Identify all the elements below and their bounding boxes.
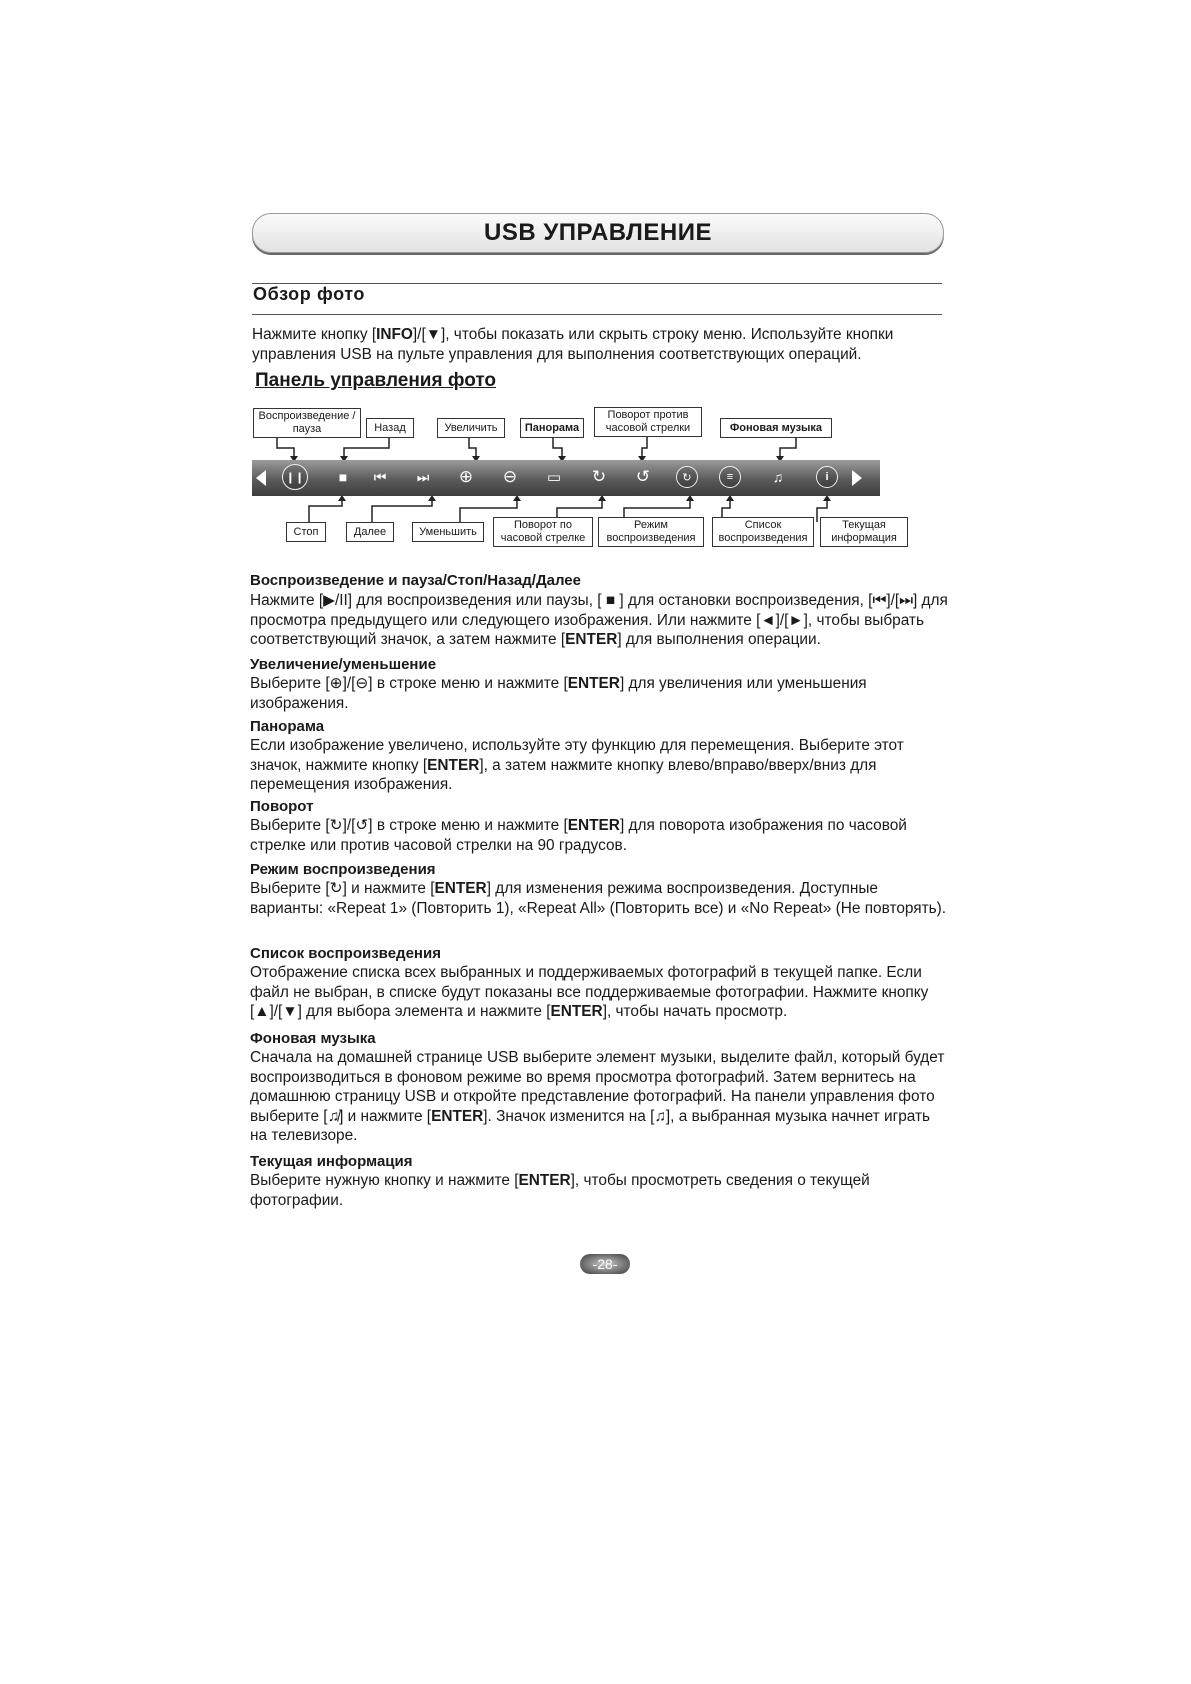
label-rotate-ccw: Поворот против часовой стрелки [594,407,702,437]
para-rotate: Выберите [↻]/[↺] в строке меню и нажмите [ENTER] для поворота изображения по часовой стрелке или против часовой стрелки на 90 градусов. [250,817,907,854]
zoom-in-icon[interactable]: ⊕ [458,467,474,486]
label-play-pause: Воспроизведение /пауза [253,408,361,438]
label-current-info: Текущая информация [820,517,908,547]
photo-control-panel-diagram [252,404,897,554]
label-playlist: Список воспроизведения [712,517,814,547]
heading-current-info: Текущая информация [250,1153,413,1170]
heading-playlist: Список воспроизведения [250,945,441,962]
para-bg-music: Сначала на домашней странице USB выберите элемент музыки, выделите файл, который будет воспроизводиться в фоновом режиме во время просмотра фотографий. Затем вернитесь на домашнюю страницу USB и откройте представление фотографий. На панели управления фото выберите [♫̸] и нажмите [ENTER]. Значок изменится на [♫], а выбранная музыка начнет играть на телевизоре. [250,1049,945,1145]
heading-rotate: Поворот [250,798,314,815]
label-panorama: Панорама [520,418,584,438]
para-playlist: Отображение списка всех выбранных и поддерживаемых фотографий в текущей папке. Если файл не выбран, в списке будут показаны все поддерживаемые фотографии. Нажмите кнопку [▲]/[▼] для выбора элемента и нажмите [ENTER], чтобы начать просмотр. [250,964,929,1021]
music-icon[interactable]: ♫ [772,469,784,485]
intro-paragraph: Нажмите кнопку [INFO]/[▼], чтобы показать или скрыть строку меню. Используйте кнопки управления USB на пульте управления для выполнения соответствующих операций. [252,326,894,363]
label-next: Далее [346,522,394,542]
heading-panorama: Панорама [250,718,325,735]
rotate-cw-icon[interactable]: ↻ [591,467,607,486]
right-arrow-icon[interactable] [852,470,862,486]
rotate-ccw-icon[interactable]: ↺ [635,467,651,486]
section-rule-bottom [252,314,942,315]
label-stop: Стоп [286,522,326,542]
stop-icon[interactable]: ■ [338,469,348,485]
para-zoom: Выберите [⊕]/[⊖] в строке меню и нажмите [ENTER] для увеличения или уменьшения изображения. [250,675,867,712]
zoom-out-icon[interactable]: ⊖ [502,467,518,486]
section-title: Обзор фото [253,284,366,304]
para-play-mode: Выберите [↻] и нажмите [ENTER] для изменения режима воспроизведения. Доступные варианты: «Repeat 1» (Повторить 1), «Repeat All» (Повторить все) и «No Repeat» (Не повторять). [250,880,947,917]
prev-icon[interactable]: ⏮ [373,468,387,485]
para-panorama: Если изображение увеличено, используйте эту функцию для перемещения. Выберите этот значок, нажмите кнопку [ENTER], а затем нажмите кнопку влево/вправо/вверх/вниз для перемещения изображения. [250,737,904,794]
page-header [252,213,944,253]
label-zoom-out: Уменьшить [412,522,484,542]
page-number: -28- [580,1254,630,1274]
playlist-icon[interactable]: ≡ [719,466,741,488]
heading-zoom: Увеличение/уменьшение [250,656,437,673]
para-current-info: Выберите нужную кнопку и нажмите [ENTER], чтобы просмотреть сведения о текущей фотографии. [250,1172,870,1209]
label-rotate-cw: Поворот по часовой стрелке [493,517,593,547]
panorama-icon[interactable]: ▭ [546,469,562,486]
para-play: Нажмите [▶/II] для воспроизведения или паузы, [ ■ ] для остановки воспроизведения, [⏮]/[⏭] для просмотра предыдущего или следующего изображения. Или нажмите [◄]/[►], чтобы выбрать соответствующий значок, а затем нажмите [ENTER] для выполнения операции. [250,592,948,649]
heading-play-mode: Режим воспроизведения [250,861,436,878]
next-icon[interactable]: ⏭ [416,468,430,485]
info-icon[interactable]: i [816,466,838,488]
pause-icon[interactable]: ❙❙ [282,464,308,490]
label-play-mode: Режим воспроизведения [598,517,704,547]
heading-play: Воспроизведение и пауза/Стоп/Назад/Далее [250,572,581,589]
label-back: Назад [366,418,414,438]
page-title: USB УПРАВЛЕНИЕ [484,219,712,246]
label-bg-music: Фоновая музыка [720,418,832,438]
left-arrow-icon[interactable] [256,470,266,486]
repeat-icon[interactable]: ↻ [676,466,698,488]
label-zoom-in: Увеличить [437,418,505,438]
panel-title: Панель управления фото [255,370,497,391]
control-bar [252,460,880,496]
heading-bg-music: Фоновая музыка [250,1030,376,1047]
